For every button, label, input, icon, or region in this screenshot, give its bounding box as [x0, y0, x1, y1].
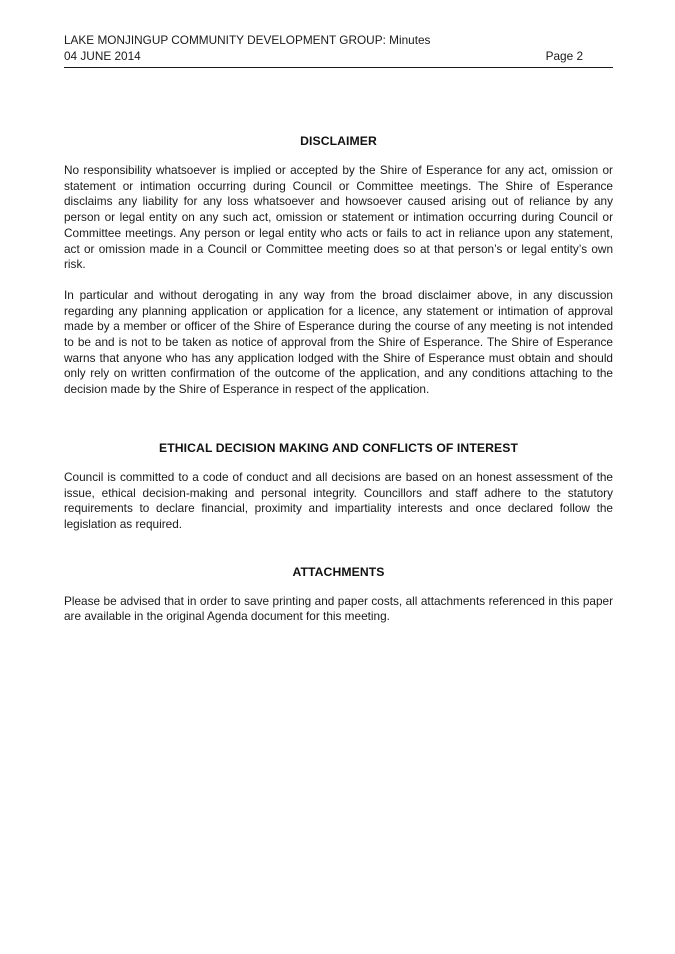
page-number-label: Page 2	[545, 48, 583, 63]
page-header	[64, 33, 613, 68]
section-attachments	[64, 565, 613, 625]
disclaimer-paragraph: In particular and without derogating in any way from the broad disclaimer above, in any discussion regarding any planning application or application for a licence, any statement or intimation of approval made by a member or officer of the Shire of Esperance during the course of any meeting is not intended to be and is not to be taken as notice of approval from the Shire of Esperance. The Shire of Esperance warns that anyone who has any application lodged with the Shire of Esperance must obtain and should only rely on written confirmation of the outcome of the application, and any conditions attaching to the decision made by the Shire of Esperance in respect of the application.	[64, 287, 613, 397]
ethical-paragraph: Council is committed to a code of conduct and all decisions are based on an honest assessment of the issue, ethical decision-making and personal integrity. Councillors and staff adhere to the statutory requirements to declare financial, proximity and impartiality interests and once declared follow the legislation as required.	[64, 469, 613, 531]
attachments-paragraph: Please be advised that in order to save printing and paper costs, all attachments referenced in this paper are available in the original Agenda document for this meeting.	[64, 593, 613, 624]
header-divider	[64, 67, 613, 68]
header-title: LAKE MONJINGUP COMMUNITY DEVELOPMENT GROUP: Minutes	[64, 33, 431, 47]
disclaimer-paragraph: No responsibility whatsoever is implied or accepted by the Shire of Esperance for any act, omission or statement or intimation occurring during Council or Committee meetings. The Shire of Esperance disclaims any liability for any loss whatsoever and howsoever caused arising out of reliance by any person or legal entity on any such act, omission or statement or intimation occurring during Council or Committee meetings. Any person or legal entity who acts or fails to act in reliance upon any statement, act or omission made in a Council or Committee meeting does so at that person’s or legal entity’s own risk.	[64, 163, 613, 272]
disclaimer-heading: DISCLAIMER	[300, 134, 377, 148]
section-ethical-decision-making	[64, 441, 613, 533]
attachments-heading: ATTACHMENTS	[292, 564, 385, 579]
ethical-heading: ETHICAL DECISION MAKING AND CONFLICTS OF INTEREST	[158, 440, 518, 455]
header-date: 04 JUNE 2014	[64, 48, 141, 63]
section-disclaimer	[64, 134, 613, 398]
